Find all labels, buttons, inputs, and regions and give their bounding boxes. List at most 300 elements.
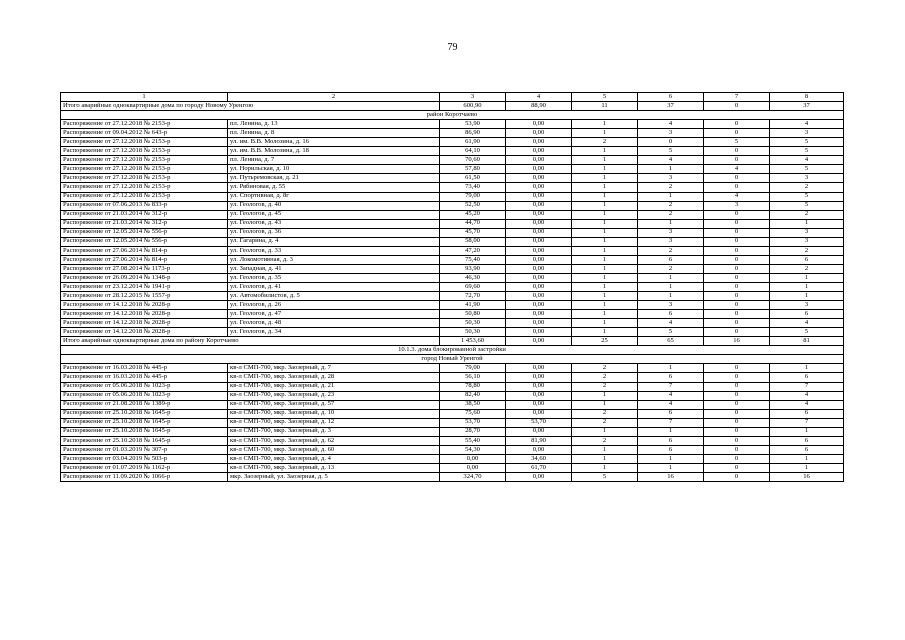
document-cell: Распоряжение от 25.10.2018 № 1645-р [61,418,228,427]
address-cell: кв-л СМП-700, мкр. Заозерный, д. 62 [228,436,440,445]
extra-cell: 0 [704,292,770,301]
table-row [61,228,844,237]
column-number-cell: 2 [228,93,440,102]
residents-cell: 5 [638,147,704,156]
area2-cell: 0,00 [506,292,572,301]
column-number-cell: 8 [770,93,844,102]
count-cell: 1 [572,328,638,337]
extra-cell: 0 [704,328,770,337]
count-cell: 1 [572,463,638,472]
count-cell: 1 [572,255,638,264]
area-cell: 69,60 [440,282,506,291]
area2-cell: 0,00 [506,427,572,436]
extra-cell: 0 [704,319,770,328]
extra-cell: 0 [704,147,770,156]
document-cell: Распоряжение от 14.12.2018 № 2028-р [61,310,228,319]
document-cell: Распоряжение от 25.10.2018 № 1645-р [61,427,228,436]
count-cell: 1 [572,454,638,463]
address-cell: кв-л СМП-700, мкр. Заозерный, д. 3 [228,427,440,436]
extra-cell: 0 [704,454,770,463]
count-cell: 1 [572,237,638,246]
address-cell: ул. Геологов, д. 26 [228,301,440,310]
area2-cell: 0,00 [506,129,572,138]
area2-cell: 0,00 [506,282,572,291]
count-cell: 2 [572,382,638,391]
extra-cell: 0 [704,310,770,319]
document-cell: Распоряжение от 27.12.2018 № 2153-р [61,183,228,192]
table-row [61,373,844,382]
document-cell: Распоряжение от 05.06.2018 № 1023-р [61,391,228,400]
count-cell: 1 [572,156,638,165]
document-cell: Распоряжение от 21.08.2018 № 1389-р [61,400,228,409]
table-row [61,472,844,481]
count-cell: 1 [572,129,638,138]
extra-cell: 0 [704,400,770,409]
residents-cell: 0 [638,138,704,147]
residents-cell: 3 [638,174,704,183]
extra-cell: 0 [704,364,770,373]
area2-cell: 0,00 [506,445,572,454]
total-cell: 16 [770,472,844,481]
table-row [61,255,844,264]
total-cell: 1 [770,364,844,373]
total-value: 25 [572,337,638,346]
count-cell: 1 [572,391,638,400]
table-row [61,129,844,138]
total-value: 16 [704,337,770,346]
area2-cell: 0,00 [506,301,572,310]
area2-cell: 0,00 [506,273,572,282]
area-cell: 73,40 [440,183,506,192]
count-cell: 1 [572,192,638,201]
area-cell: 82,40 [440,391,506,400]
total-cell: 6 [770,310,844,319]
count-cell: 1 [572,445,638,454]
total-value: 1 453,60 [440,337,506,346]
table-row [61,120,844,129]
area2-cell: 0,00 [506,255,572,264]
area-cell: 58,00 [440,237,506,246]
total-cell: 6 [770,445,844,454]
residents-cell: 1 [638,165,704,174]
total-cell: 1 [770,273,844,282]
document-cell: Распоряжение от 12.05.2014 № 556-р [61,228,228,237]
residents-cell: 1 [638,463,704,472]
extra-cell: 0 [704,264,770,273]
address-cell: ул. Геологов, д. 47 [228,310,440,319]
address-cell: мкр. Заозерный, ул. Заозерная, д. 5 [228,472,440,481]
total-cell: 2 [770,264,844,273]
table-body [61,93,844,482]
column-number-cell: 4 [506,93,572,102]
data-table [60,92,844,482]
table-row [61,210,844,219]
table-row [61,301,844,310]
document-cell: Распоряжение от 27.12.2018 № 2153-р [61,174,228,183]
table-row [61,454,844,463]
extra-cell: 0 [704,129,770,138]
address-cell: пл. Ленина, д. 13 [228,120,440,129]
document-cell: Распоряжение от 14.12.2018 № 2028-р [61,328,228,337]
total-cell: 7 [770,382,844,391]
address-cell: ул. Гагарина, д. 4 [228,237,440,246]
area-cell: 52,50 [440,201,506,210]
area-cell: 47,20 [440,246,506,255]
residents-cell: 6 [638,409,704,418]
document-cell: Распоряжение от 27.12.2018 № 2153-р [61,147,228,156]
area2-cell: 0,00 [506,228,572,237]
count-cell: 1 [572,427,638,436]
residents-cell: 1 [638,273,704,282]
total-cell: 5 [770,328,844,337]
extra-cell: 4 [704,192,770,201]
area-cell: 86,90 [440,129,506,138]
area2-cell: 0,00 [506,165,572,174]
residents-cell: 1 [638,364,704,373]
document-cell: Распоряжение от 27.12.2018 № 2153-р [61,120,228,129]
extra-cell: 0 [704,183,770,192]
total-value: 11 [572,102,638,111]
residents-cell: 2 [638,183,704,192]
address-cell: ул. Геологов, д. 43 [228,219,440,228]
table-row [61,273,844,282]
count-cell: 1 [572,147,638,156]
residents-cell: 6 [638,310,704,319]
total-row [61,337,844,346]
total-cell: 7 [770,418,844,427]
document-cell: Распоряжение от 27.06.2014 № 814-р [61,255,228,264]
area2-cell: 0,00 [506,391,572,400]
count-cell: 2 [572,418,638,427]
count-cell: 2 [572,409,638,418]
area-cell: 55,40 [440,436,506,445]
area-cell: 53,90 [440,120,506,129]
document-cell: Распоряжение от 26.09.2014 № 1348-р [61,273,228,282]
extra-cell: 0 [704,472,770,481]
document-cell: Распоряжение от 05.06.2018 № 1023-р [61,382,228,391]
residents-cell: 1 [638,192,704,201]
table-row [61,246,844,255]
document-cell: Распоряжение от 16.03.2018 № 445-р [61,364,228,373]
table-row [61,445,844,454]
residents-cell: 2 [638,210,704,219]
total-value: 65 [638,337,704,346]
area2-cell: 0,00 [506,400,572,409]
column-number-row [61,93,844,102]
extra-cell: 0 [704,156,770,165]
address-cell: ул. Геологов, д. 33 [228,246,440,255]
count-cell: 1 [572,319,638,328]
address-cell: кв-л СМП-700, мкр. Заозерный, д. 57 [228,400,440,409]
address-cell: пл. Ленина, д. 7 [228,156,440,165]
residents-cell: 4 [638,156,704,165]
area-cell: 324,70 [440,472,506,481]
table-row [61,138,844,147]
area2-cell: 0,00 [506,138,572,147]
area-cell: 44,70 [440,219,506,228]
area2-cell: 0,00 [506,319,572,328]
area-cell: 57,80 [440,165,506,174]
total-cell: 5 [770,201,844,210]
document-cell: Распоряжение от 27.12.2018 № 2153-р [61,138,228,147]
total-cell: 5 [770,138,844,147]
area2-cell: 0,00 [506,310,572,319]
document-cell: Распоряжение от 12.05.2014 № 556-р [61,237,228,246]
document-cell: Распоряжение от 01.07.2019 № 1162-р [61,463,228,472]
section-header-row [61,346,844,355]
residents-cell: 1 [638,454,704,463]
document-cell: Распоряжение от 25.10.2018 № 1645-р [61,436,228,445]
address-cell: ул. Локомотивная, д. 3 [228,255,440,264]
residents-cell: 6 [638,436,704,445]
table-row [61,165,844,174]
section-title: 10.1.3. дома блокированной застройки [61,346,844,355]
count-cell: 5 [572,472,638,481]
document-cell: Распоряжение от 23.12.2014 № 1941-р [61,282,228,291]
total-cell: 1 [770,282,844,291]
area2-cell: 0,00 [506,120,572,129]
total-cell: 4 [770,156,844,165]
address-cell: кв-л СМП-700, мкр. Заозерный, д. 23 [228,391,440,400]
count-cell: 1 [572,201,638,210]
count-cell: 1 [572,301,638,310]
table-row [61,328,844,337]
extra-cell: 0 [704,237,770,246]
extra-cell: 0 [704,210,770,219]
area-cell: 45,20 [440,210,506,219]
area-cell: 79,00 [440,192,506,201]
document-cell: Распоряжение от 27.06.2014 № 814-р [61,246,228,255]
residents-cell: 1 [638,219,704,228]
residents-cell: 3 [638,301,704,310]
address-cell: кв-л СМП-700, мкр. Заозерный, д. 60 [228,445,440,454]
area-cell: 64,10 [440,147,506,156]
area2-cell: 0,00 [506,382,572,391]
address-cell: ул. Геологов, д. 34 [228,328,440,337]
total-cell: 5 [770,165,844,174]
area-cell: 53,70 [440,418,506,427]
column-number-cell: 7 [704,93,770,102]
area2-cell: 0,00 [506,237,572,246]
table-row [61,409,844,418]
residents-cell: 1 [638,427,704,436]
area-cell: 75,40 [440,255,506,264]
address-cell: ул. Рябиновая, д. 55 [228,183,440,192]
residents-cell: 2 [638,201,704,210]
extra-cell: 0 [704,409,770,418]
address-cell: ул. Геологов, д. 35 [228,273,440,282]
residents-cell: 4 [638,319,704,328]
extra-cell: 0 [704,301,770,310]
count-cell: 1 [572,310,638,319]
total-cell: 2 [770,183,844,192]
area2-cell: 0,00 [506,201,572,210]
total-cell: 4 [770,391,844,400]
address-cell: ул. им. В.В. Молозина, д. 16 [228,138,440,147]
total-label: Итого аварийные одноквартирные дома по городу Новому Уренгою [61,102,440,111]
column-number-cell: 6 [638,93,704,102]
area2-cell: 81,90 [506,436,572,445]
section-title: город Новый Уренгой [61,355,844,364]
address-cell: ул. Западная, д. 41 [228,264,440,273]
area-cell: 56,10 [440,373,506,382]
total-cell: 4 [770,319,844,328]
document-cell: Распоряжение от 16.03.2018 № 445-р [61,373,228,382]
area2-cell: 53,70 [506,418,572,427]
address-cell: ул. им. В.В. Молозина, д. 18 [228,147,440,156]
area-cell: 61,90 [440,138,506,147]
table-row [61,418,844,427]
column-number-cell: 1 [61,93,228,102]
address-cell: ул. Геологов, д. 36 [228,228,440,237]
area2-cell: 0,00 [506,192,572,201]
extra-cell: 0 [704,445,770,454]
address-cell: ул. Геологов, д. 45 [228,210,440,219]
total-cell: 1 [770,454,844,463]
residents-cell: 4 [638,400,704,409]
document-cell: Распоряжение от 27.12.2018 № 2153-р [61,165,228,174]
count-cell: 1 [572,282,638,291]
extra-cell: 0 [704,228,770,237]
residents-cell: 1 [638,292,704,301]
area2-cell: 0,00 [506,364,572,373]
extra-cell: 5 [704,138,770,147]
count-cell: 2 [572,364,638,373]
address-cell: ул. Геологов, д. 40 [228,201,440,210]
residents-cell: 4 [638,391,704,400]
count-cell: 1 [572,264,638,273]
total-cell: 4 [770,120,844,129]
extra-cell: 0 [704,463,770,472]
residents-cell: 5 [638,328,704,337]
area-cell: 28,70 [440,427,506,436]
column-number-cell: 3 [440,93,506,102]
table-row [61,319,844,328]
total-cell: 1 [770,427,844,436]
document-cell: Распоряжение от 25.10.2018 № 1645-р [61,409,228,418]
residents-cell: 7 [638,382,704,391]
total-cell: 2 [770,210,844,219]
document-cell: Распоряжение от 14.12.2018 № 2028-р [61,301,228,310]
document-cell: Распоряжение от 03.04.2019 № 503-р [61,454,228,463]
area2-cell: 0,00 [506,264,572,273]
count-cell: 1 [572,292,638,301]
extra-cell: 0 [704,373,770,382]
count-cell: 1 [572,174,638,183]
table-row [61,183,844,192]
area-cell: 50,30 [440,328,506,337]
total-value: 37 [638,102,704,111]
total-cell: 1 [770,292,844,301]
area2-cell: 0,00 [506,183,572,192]
count-cell: 2 [572,373,638,382]
document-cell: Распоряжение от 27.08.2014 № 1173-р [61,264,228,273]
document-cell: Распоряжение от 21.03.2014 № 312-р [61,219,228,228]
residents-cell: 7 [638,418,704,427]
total-value: 37 [770,102,844,111]
area-cell: 46,30 [440,273,506,282]
table-row [61,391,844,400]
area2-cell: 61,70 [506,463,572,472]
area2-cell: 0,00 [506,328,572,337]
area-cell: 75,60 [440,409,506,418]
address-cell: кв-л СМП-700, мкр. Заозерный, д. 4 [228,454,440,463]
area-cell: 70,60 [440,156,506,165]
address-cell: ул. Путьремовская, д. 21 [228,174,440,183]
area2-cell: 0,00 [506,174,572,183]
document-cell: Распоряжение от 09.04.2012 № 643-р [61,129,228,138]
document-cell: Распоряжение от 11.09.2020 № 1066-р [61,472,228,481]
area2-cell: 0,00 [506,147,572,156]
area2-cell: 0,00 [506,210,572,219]
residents-cell: 2 [638,264,704,273]
count-cell: 1 [572,183,638,192]
count-cell: 1 [572,165,638,174]
total-value: 0 [704,102,770,111]
document-cell: Распоряжение от 27.12.2018 № 2153-р [61,156,228,165]
total-cell: 6 [770,255,844,264]
total-cell: 4 [770,400,844,409]
address-cell: кв-л СМП-700, мкр. Заозерный, д. 10 [228,409,440,418]
document-cell: Распоряжение от 07.06.2013 № 833-р [61,201,228,210]
extra-cell: 3 [704,201,770,210]
table-row [61,436,844,445]
area-cell: 61,50 [440,174,506,183]
table-row [61,192,844,201]
total-value: 600,90 [440,102,506,111]
section-header-row [61,111,844,120]
table-row [61,219,844,228]
total-cell: 3 [770,237,844,246]
area-cell: 0,00 [440,454,506,463]
residents-cell: 2 [638,246,704,255]
address-cell: кв-л СМП-700, мкр. Заозерный, д. 21 [228,382,440,391]
total-cell: 6 [770,373,844,382]
area-cell: 41,90 [440,301,506,310]
residents-cell: 3 [638,228,704,237]
table-row [61,310,844,319]
column-number-cell: 5 [572,93,638,102]
document-cell: Распоряжение от 28.12.2015 № 1557-р [61,292,228,301]
total-row [61,102,844,111]
residents-cell: 6 [638,255,704,264]
residents-cell: 3 [638,237,704,246]
area-cell: 72,70 [440,292,506,301]
count-cell: 2 [572,138,638,147]
area-cell: 79,00 [440,364,506,373]
area-cell: 38,50 [440,400,506,409]
extra-cell: 0 [704,427,770,436]
table-row [61,174,844,183]
residents-cell: 4 [638,120,704,129]
document-cell: Распоряжение от 14.12.2018 № 2028-р [61,319,228,328]
table-row [61,400,844,409]
total-cell: 6 [770,436,844,445]
total-cell: 3 [770,129,844,138]
residents-cell: 16 [638,472,704,481]
residents-cell: 6 [638,445,704,454]
section-title: район Коротчаево [61,111,844,120]
area-cell: 93,90 [440,264,506,273]
area-cell: 50,30 [440,319,506,328]
extra-cell: 0 [704,273,770,282]
address-cell: ул. Спортивная, д. 8г [228,192,440,201]
count-cell: 2 [572,436,638,445]
table-row [61,201,844,210]
total-cell: 1 [770,463,844,472]
document-cell: Распоряжение от 27.12.2018 № 2153-р [61,192,228,201]
extra-cell: 0 [704,219,770,228]
